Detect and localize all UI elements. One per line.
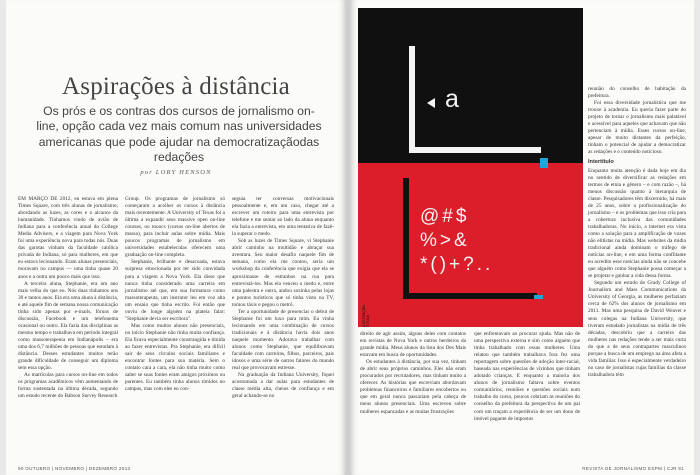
paragraph: Ter a oportunidade de presenciar o debut de Stephanie foi um luxo para mim. Eu vinha lecionando em uma combinação de cursos tradicionais e à distância havia dois anos naquele momento. Adorava trabalhar com alunos como Stephanie, que equilibravam faculdade com carreiras, filhos, parceiros, pais idosos e uma série de outros fatores do mundo real que provocavam estresse. xyxy=(232,308,334,372)
paragraph: direito de agir assim, alguns deles com contatos em revistas de Nova York e outros herdeiros da grande mídia. Meus alunos da lista dos Des Mais estavam em busca de oportunidades. xyxy=(360,331,466,359)
paragraph: Os estudantes à distância, por sua vez, tinham de abrir seus próprios caminhos. Eles não eram procurados por recrutadores, mas tinham muito a oferecer. As histórias que escreviam abordavam problemas financeiros e familiares encobertos ou que em geral nunca passariam pela cabeça de meus alunos presenciais. Uma escreveu sobre mulheres espancadas e as muitas frustrações xyxy=(360,359,466,415)
cyan-accent xyxy=(540,158,548,168)
paragraph: Enquanto muita atenção é dada hoje em dia no sentido de diversificar as redações em termos de etnia e gênero – e com razão –, há menos discussão quanto à hierarquia de classe. Pesquisadores têm discernido, há mais de 25 anos, sobre a profissionalização do jornalismo – e os problemas que isso cria para a cobertura inclusiva das comunidades trabalhadoras. No início, a internet era vista como a solução para a amplificação de vozes não elitistas na mídia. Mas websites da mídia tradicional ainda dominam o tráfego de notícias on-line, e em uma forma conflitante eu acredito esse noticias ainda não se concebe que alguém como Stephanie possa começar a se projetar e ganhar a vida dessa forma. xyxy=(588,167,686,280)
article-title: Aspirações à distância xyxy=(62,73,290,100)
illustration xyxy=(358,8,583,327)
paragraph: Stephanie, brilhante e desacoada, estava surpresa emocionada por ter sido convidada para a viagem a Nova York. Ela disse que nunca tinha considerado uma carreira em jornalismo até que, em sua formatura como massoterapeuta, um instrutor leu em voz alta um ensaio que tinha escrito. Foi então que ouviu de longe alguém na plateia falar: "Stephanie devia ser escritora". xyxy=(125,259,225,322)
right-folio: REVISTA DE JORNALISMO ESPM | CJR 91 xyxy=(582,466,684,471)
left-page xyxy=(6,0,346,475)
right-bottom-column-2 xyxy=(474,331,580,423)
paragraph: Segundo um estudo do Grady College of Journalism and Mass Communications da University of Georgia, as mulheres perfaziam cerca de 62% dos alunos de jornalismo em 2011. Mas uma pesquisa de David Weaver e seus colegas na Indiana University, que tiveram estudado jornalistas na mídia de três décadas, descobriu que a carreira das mulheres nas redações tende a ser mais curta do que a de seus contrapartes masculinos porque a busca de um emprego na área afeta a vida familiar. Isso é especialmente verdadeiro no caso de jornalistas cujas famílias da classe trabalhadora têm xyxy=(588,280,686,378)
blue-accent xyxy=(534,295,543,299)
paragraph: que enfrentavam ao procurar ajuda. Mas não de uma perspectiva externa e sim como alguém que tinha trabalhado com essas mulheres. Uma relatou que também trabalhava fora fez uma reportagem sobre questões de adoção inter-racial, baseada nas experiências de vizinhos que tinham adotado crianças. E enquanto a maioria dos alunos de jornalismo faltava sobre eventos comunitários, reuniões e questões sociais num trabalho do curso, poucos cobriam as reuniões do conselho da prefeitura da perspectiva de um pai com um traçam a experiência de ser um dono de imóvel pagante de impostos xyxy=(474,331,580,422)
paragraph: reunião do conselho de habitação da prefeitura. xyxy=(588,86,686,100)
letter-a: a xyxy=(445,85,459,113)
symbol-glyphs: @#$ %>& *()+?.. xyxy=(420,206,494,275)
article-byline: por LORY HENSON xyxy=(140,169,212,176)
article-subtitle: Os prós e os contras dos cursos de jornalismo on-line, opção cada vez mais comum nas universidades americanas que pode ajudar na democratizaçãodas redações xyxy=(36,104,322,164)
right-page xyxy=(350,0,694,475)
left-folio: 90 OUTUBRO | NOVEMBRO | DEZEMBRO 2013 xyxy=(18,466,131,471)
section-subhead: Intertítulo xyxy=(588,159,614,166)
left-column-2 xyxy=(125,196,225,393)
paragraph: Sob as luzes de Times Square, vi Stephanie abrir caminho na multidão e abraçar sua aventura. Seu maior desafio naquele fim de semana, como ela me contou, seria um workshop da conferência que exigia que ela se aproximasse de estranhos na rua para entrevistá-los. Mas ela venceu o medo e, entre uma palestra e outra, andou sozinha pelas lojas e pontos turísticos que só tinha visto na TV, tomou táxis e pegou o metrô. xyxy=(232,238,334,308)
paragraph: Group. Os programas de jornalismo só começaram a acolher os cursos à distância mais recentemente. A University of Texas foi a última a expandir seus massive open on-line courses, ou moocs (cursos on-line abertos de massa), para incluir aulas sobre mídia. Mais poucos programas de jornalismo em universidades estabelecidas oferecem uma graduação on-line completa. xyxy=(125,196,225,259)
paragraph: Foi essa diversidade jornalística que me trouxe à academia. Eu queria fazer parte do projeto de tornar o jornalismo mais palatável e acessível para aqueles que achavam que não pertenciam à mídia. Esses cursos on-line, apesar de muito distantes da perfeição, tinham o potencial de ajudar a democratizar as redações e o conteúdo noticioso. xyxy=(588,100,686,156)
paragraph: As matrículas para cursos on-line em todos os programas acadêmicos vêm aumentando de forma sustentada na última década, segundo um estudo recente do Babson Survey Research xyxy=(18,372,118,400)
left-arrow-icon xyxy=(427,98,435,108)
paragraph: Mas como muitos alunos não presenciais, no início Stephanie não tinha muita confiança. Ela ficava especialmente constrangida e tímida ao fazer entrevistas. Pra Stephanie, era difícil sair de seus círculos sociais familiares e encontrar fontes para sua matéria. Sem o contato cara a cara, ela não tinha muito como saber se suas fontes eram amigos próximos ou parentes. Eu também tinha alunos tímidos no campus, mas com eles eu con- xyxy=(125,322,225,393)
paragraph: A terceira aluna, Stephanie, era um ano mais velha do que eu. Nós duas tínhamos uns 30 e tantos anos. Ela era uma aluna à distância, e até aquele fim de semana nossa comunicação tinha sido apenas por e-mails, fóruns de discussão, Facebook e um telefonema ocasional ou outro. Ela fazia das disciplinas as mesmo tempo e trabalhava em período integral como massoterapeuta em Indianápolis – era uma dos 6,7 milhões de pessoas que estudam à distância. Desses estudantes muitos terão grande dificuldade de conseguir um diploma sem essa opção. xyxy=(18,280,118,372)
left-column-3 xyxy=(232,196,334,400)
paragraph: Na graduação da Indiana University, fiquei acostumada a dar aulas para estudantes de classe média alta, cheios de confiança e em geral achando-se no xyxy=(232,372,334,400)
paragraph: EM MARÇO DE 2012, eu estava em plena Times Square, com três alunas de jornalismo; abordando as luzes, as cores e o alcance da humanidade. Tínhamos vindo de avião de Indiana para a conferência anual do College Media Advisers, e a viagem para Nova York foi uma experiência nova para todas nós. Duas das garotas vinham da faculdade católica privada de Indiana, só para mulheres, em que eu estava lecionando. Eram alunas presenciais, moravam no campus — uma tinha quase 20 anos e a outra um pouco mais que isso. xyxy=(18,196,118,280)
left-column-1 xyxy=(18,196,118,400)
paragraph: seguia ter conversas motivacionais pessoalmente e, em um caso, chegar até a escrever um roteiro para uma entrevista por telefone e me sentar ao lado da aluna enquanto ela fazia a entrevista, em uma tentativa de fazê-la superar o medo. xyxy=(232,196,334,238)
illustration-credit: ILUSTRAÇÃO: ISTOCK xyxy=(362,304,370,327)
right-column-top xyxy=(588,86,686,379)
right-bottom-column-1 xyxy=(360,331,466,416)
